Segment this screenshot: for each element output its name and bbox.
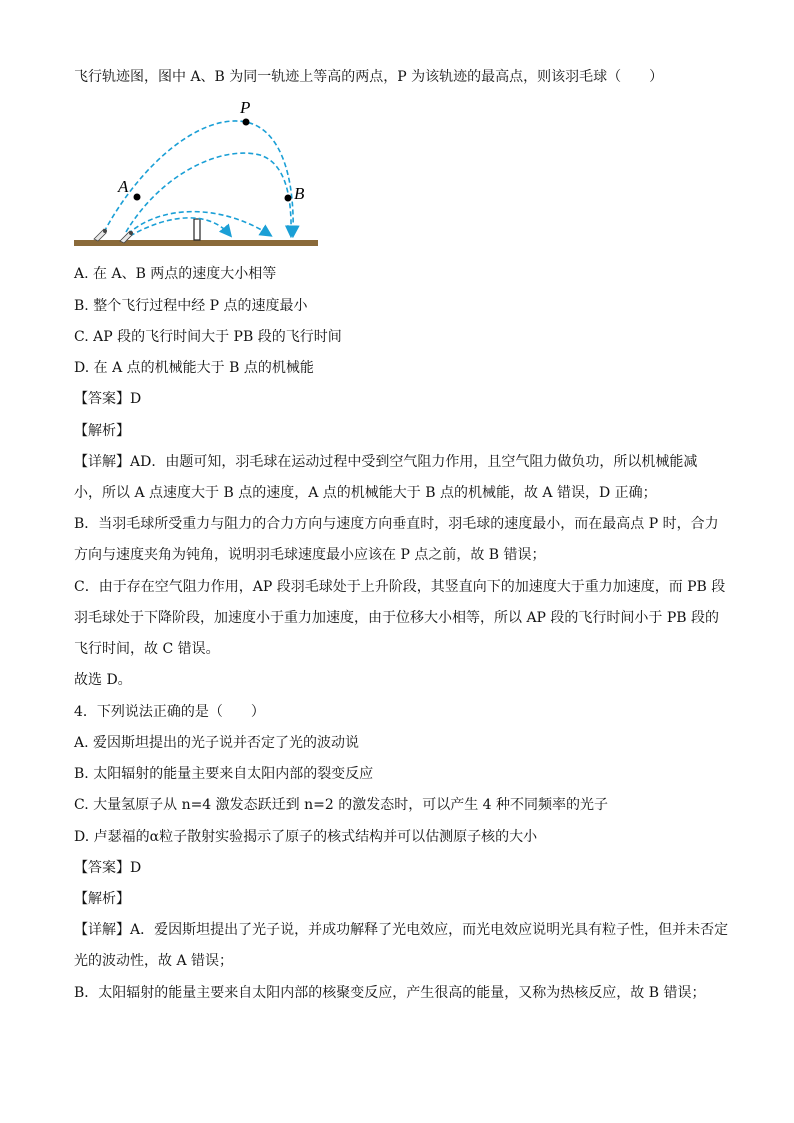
q3-analysis-label: 【解析】 <box>74 423 130 439</box>
point-a <box>134 194 141 201</box>
q4-option-b: B. 太阳辐射的能量主要来自太阳内部的裂变反应 <box>74 766 374 782</box>
q4-option-a: A. 爱因斯坦提出的光子说并否定了光的波动说 <box>74 735 360 751</box>
q3-answer: 【答案】D <box>74 391 142 407</box>
net-post <box>194 219 200 240</box>
q3-option-c: C. AP 段的飞行时间大于 PB 段的飞行时间 <box>74 329 342 345</box>
q3-option-b: B. 整个飞行过程中经 P 点的速度最小 <box>74 298 308 314</box>
q4-answer: 【答案】D <box>74 860 142 876</box>
q3-detail-line: 小，所以 A 点速度大于 B 点的速度，A 点的机械能大于 B 点的机械能，故 A 错误，D 正确； <box>74 485 657 501</box>
q3-detail-line: 羽毛球处于下降阶段，加速度小于重力加速度，由于位移大小相等，所以 AP 段的飞行时间小于 PB 段的 <box>74 610 720 626</box>
q3-detail-line: C．由于存在空气阻力作用，AP 段羽毛球处于上升阶段，其竖直向下的加速度大于重力加速度，而 PB 段 <box>74 579 726 595</box>
trajectory-outer <box>104 121 293 235</box>
ground <box>74 240 318 246</box>
label-a: A <box>118 177 129 196</box>
q3-detail-line: B．当羽毛球所受重力与阻力的合力方向与速度方向垂直时，羽毛球的速度最小，而在最高点 P 时，合力 <box>74 516 719 532</box>
label-b: B <box>294 184 305 203</box>
q4-detail-line: 光的波动性，故 A 错误； <box>74 953 234 969</box>
q3-detail-line: 飞行时间，故 C 错误。 <box>74 641 220 657</box>
badminton-trajectory-figure <box>70 95 330 255</box>
trajectory-middle <box>126 153 291 235</box>
q3-option-d: D. 在 A 点的机械能大于 B 点的机械能 <box>74 360 314 376</box>
q4-detail-line: 【详解】A．爱因斯坦提出了光子说，并成功解释了光电效应，而光电效应说明光具有粒子性，但并未否定 <box>74 922 729 938</box>
q3-detail-line: 方向与速度夹角为钝角，说明羽毛球速度最小应该在 P 点之前，故 B 错误； <box>74 547 546 563</box>
q4-option-c: C. 大量氢原子从 n=4 激发态跃迁到 n=2 的激发态时，可以产生 4 种不同频率的光子 <box>74 797 609 813</box>
point-p <box>243 119 250 126</box>
label-p: P <box>240 98 251 117</box>
q4-detail-line: B．太阳辐射的能量主要来自太阳内部的核聚变反应，产生很高的能量，又称为热核反应，故 B 错误； <box>74 985 706 1001</box>
q3-option-a: A. 在 A、B 两点的速度大小相等 <box>74 266 277 282</box>
trajectory-low-2 <box>130 218 230 236</box>
q3-detail-line: 【详解】AD．由题可知，羽毛球在运动过程中受到空气阻力作用，且空气阻力做负功，所以机械能减 <box>74 454 698 470</box>
q4-analysis-label: 【解析】 <box>74 891 130 907</box>
q4-stem: 4．下列说法正确的是（ ） <box>74 704 265 720</box>
q3-choice-line: 故选 D。 <box>74 672 132 688</box>
point-b <box>285 195 292 202</box>
q4-option-d: D. 卢瑟福的α粒子散射实验揭示了原子的核式结构并可以估测原子核的大小 <box>74 829 538 845</box>
q3-stem: 飞行轨迹图，图中 A、B 为同一轨迹上等高的两点，P 为该轨迹的最高点，则该羽毛球（ ） <box>74 69 664 85</box>
shuttlecock-icon <box>94 229 107 241</box>
